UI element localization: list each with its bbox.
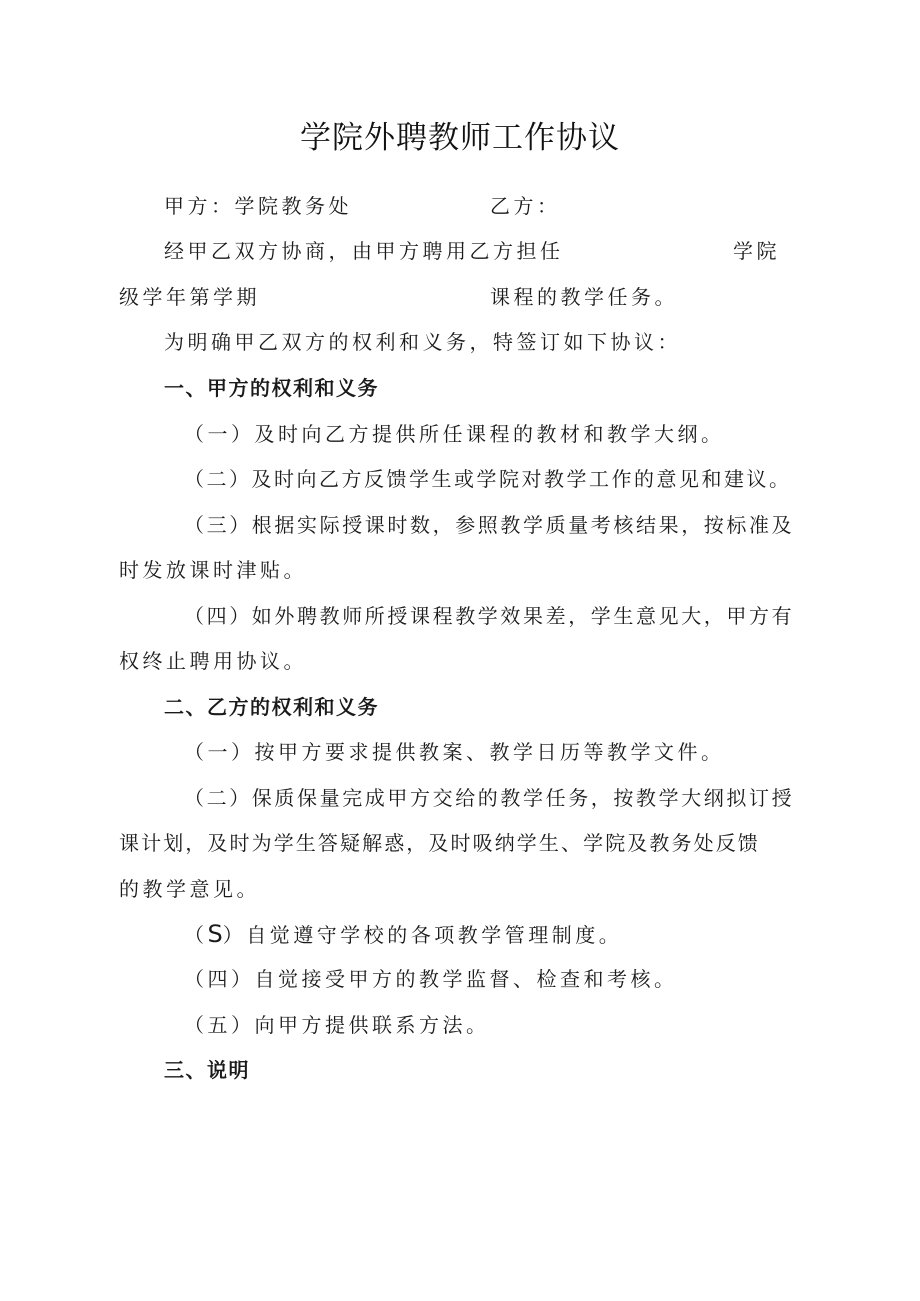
intro-line-1a: 经甲乙双方协商，由甲方聘用乙方担任	[164, 239, 564, 263]
section-1-item-3-line-1: （三）根据实际授课时数，参照教学质量考核结果，按标准及	[184, 513, 795, 537]
section-2-item-1: （一）按甲方要求提供教案、教学日历等教学文件。	[184, 740, 725, 764]
item-3-text: ）自觉遵守学校的各项教学管理制度。	[222, 923, 623, 947]
item-3-s-mark: S	[207, 920, 223, 948]
section-1-item-4-line-2: 权终止聘用协议。	[119, 649, 307, 673]
section-2-item-4: （四）自觉接受甲方的教学监督、检查和考核。	[184, 967, 678, 991]
party-b: 乙方：	[490, 194, 561, 218]
section-2-item-2-line-3: 的教学意见。	[119, 877, 260, 901]
section-1-heading: 一、甲方的权利和义务	[164, 376, 379, 400]
section-2-item-5: （五）向甲方提供联系方法。	[184, 1013, 490, 1037]
section-1-item-3-line-2: 时发放课时津贴。	[119, 558, 307, 582]
section-1-item-2: （二）及时向乙方反馈学生或学院对教学工作的意见和建议。	[184, 467, 792, 491]
section-2-item-3	[184, 920, 622, 949]
intro-line-3: 为明确甲乙双方的权利和义务，特签订如下协议：	[164, 330, 681, 354]
intro-line-2a: 级学年第学期	[119, 285, 260, 309]
section-1-item-4-line-1: （四）如外聘教师所授课程教学效果差，学生意见大，甲方有	[184, 604, 795, 628]
intro-line-1b: 学院	[733, 239, 780, 263]
document-title: 学院外聘教师工作协议	[300, 120, 620, 156]
section-1-item-1: （一）及时向乙方提供所任课程的教材和教学大纲。	[184, 422, 725, 446]
section-2-item-2-line-2: 课计划，及时为学生答疑解惑，及时吸纳学生、学院及教务处反馈	[119, 831, 760, 855]
intro-line-2b: 课程的教学任务。	[490, 285, 678, 309]
party-a: 甲方：学院教务处	[164, 194, 352, 218]
section-3-heading: 三、说明	[164, 1058, 250, 1082]
section-2-item-2-line-1: （二）保质保量完成甲方交给的教学任务，按教学大纲拟订授	[184, 786, 795, 810]
item-3-open-paren: （	[184, 923, 208, 947]
section-2-heading: 二、乙方的权利和义务	[164, 695, 379, 719]
